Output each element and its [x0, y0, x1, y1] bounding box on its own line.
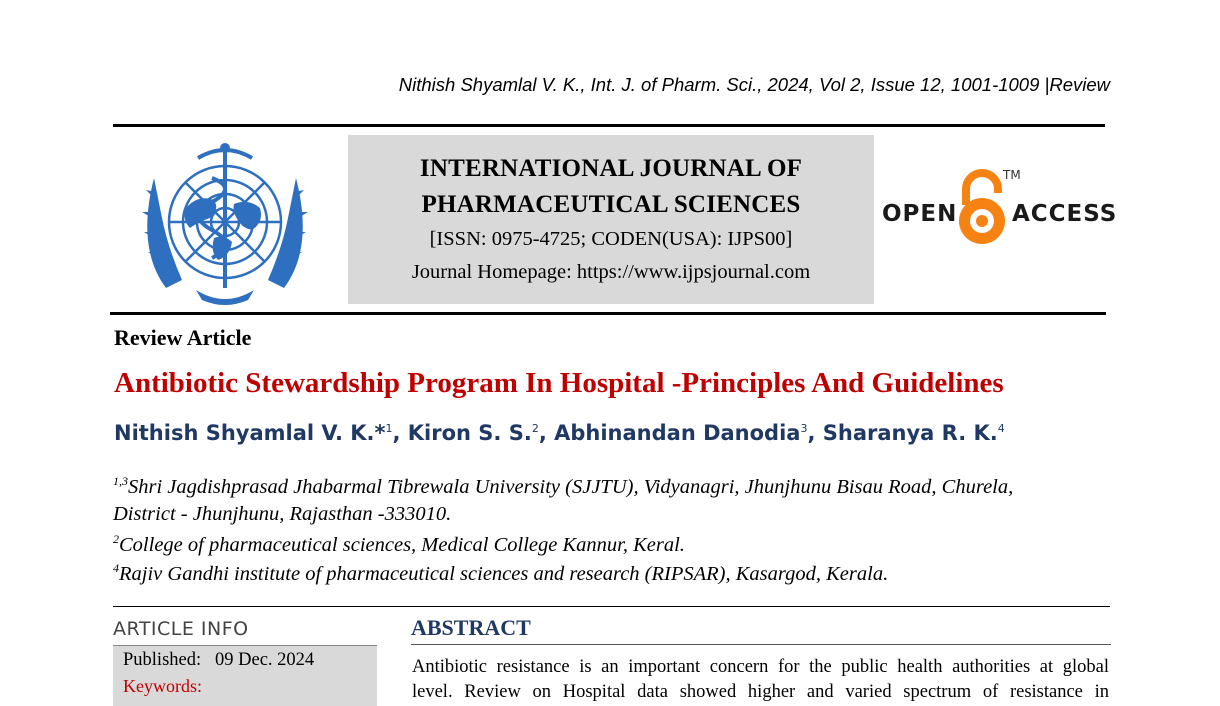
author-list	[114, 421, 1005, 445]
published-line	[123, 650, 314, 671]
open-access-access-text: ACCESS	[1012, 201, 1118, 227]
affiliation-text: Shri Jagdishprasad Jhabarmal Tibrewala University (SJJTU), Vidyanagri, Jhunjhunu Bisau Road, Churela,	[128, 475, 1014, 498]
article-type: Review Article	[114, 325, 252, 350]
author-name[interactable]: Abhinandan Danodia	[554, 421, 801, 445]
affiliation-2	[113, 532, 685, 557]
section-divider	[113, 606, 1110, 607]
author-separator: ,	[392, 421, 408, 445]
abstract-line: Antibiotic resistance is an important concern for the public health authorities at global	[412, 657, 1109, 677]
article-title: Antibiotic Stewardship Program In Hospital -Principles And Guidelines	[114, 367, 1004, 399]
running-head: Nithish Shyamlal V. K., Int. J. of Pharm. Sci., 2024, Vol 2, Issue 12, 1001-1009 |Review	[398, 74, 1110, 95]
author-name[interactable]: Nithish Shyamlal V. K.*	[114, 421, 386, 445]
open-access-lock-icon	[954, 165, 1010, 251]
keywords-label: Keywords:	[123, 676, 202, 696]
author-affiliation-sup: 2	[531, 422, 539, 435]
author-name[interactable]: Sharanya R. K.	[822, 421, 998, 445]
affiliation-1	[113, 474, 1013, 499]
affiliation-text: District - Jhunjhunu, Rajasthan -333010.	[113, 503, 452, 525]
affiliation-3	[113, 561, 888, 586]
header-rule-bottom	[110, 312, 1106, 315]
abstract-rule	[411, 644, 1111, 645]
author-name[interactable]: Kiron S. S.	[407, 421, 532, 445]
journal-homepage-link[interactable]: Journal Homepage: https://www.ijpsjournal.com	[411, 261, 811, 283]
journal-title-line1: INTERNATIONAL JOURNAL OF	[419, 155, 803, 182]
journal-masthead	[348, 135, 874, 304]
author-separator: ,	[538, 421, 555, 445]
published-label: Published:	[123, 650, 202, 670]
affiliation-1-line2	[113, 503, 451, 526]
author-affiliation-sup: 1	[385, 422, 393, 435]
journal-issn: [ISSN: 0975-4725; CODEN(USA): IJPS00]	[429, 228, 793, 250]
abstract-line: level. Review on Hospital data showed higher and varied spectrum of resistance in	[412, 682, 1109, 702]
open-access-badge	[880, 165, 1118, 255]
author-affiliation-sup: 4	[997, 422, 1005, 435]
caduceus-globe-emblem-icon	[126, 138, 324, 306]
affiliation-text: College of pharmaceutical sciences, Medical College Kannur, Keral.	[119, 533, 685, 556]
journal-title-line2: PHARMACEUTICAL SCIENCES	[421, 191, 801, 218]
article-info-heading: ARTICLE INFO	[113, 618, 249, 640]
affiliation-sup: 1,3	[113, 474, 128, 488]
affiliation-sup: 2	[113, 532, 119, 546]
open-access-tm: TM	[1003, 168, 1021, 182]
header-rule-top	[113, 124, 1105, 127]
author-affiliation-sup: 3	[800, 422, 808, 435]
journal-title	[348, 151, 874, 223]
open-access-open-text: OPEN	[882, 201, 958, 227]
article-info-box	[113, 646, 377, 706]
abstract-heading: ABSTRACT	[411, 615, 531, 640]
abstract-text	[412, 655, 1109, 705]
affiliation-sup: 4	[113, 561, 119, 575]
published-date: 09 Dec. 2024	[215, 650, 315, 670]
affiliation-text: Rajiv Gandhi institute of pharmaceutical sciences and research (RIPSAR), Kasargod, Kerala.	[119, 562, 889, 585]
author-separator: ,	[807, 421, 823, 445]
